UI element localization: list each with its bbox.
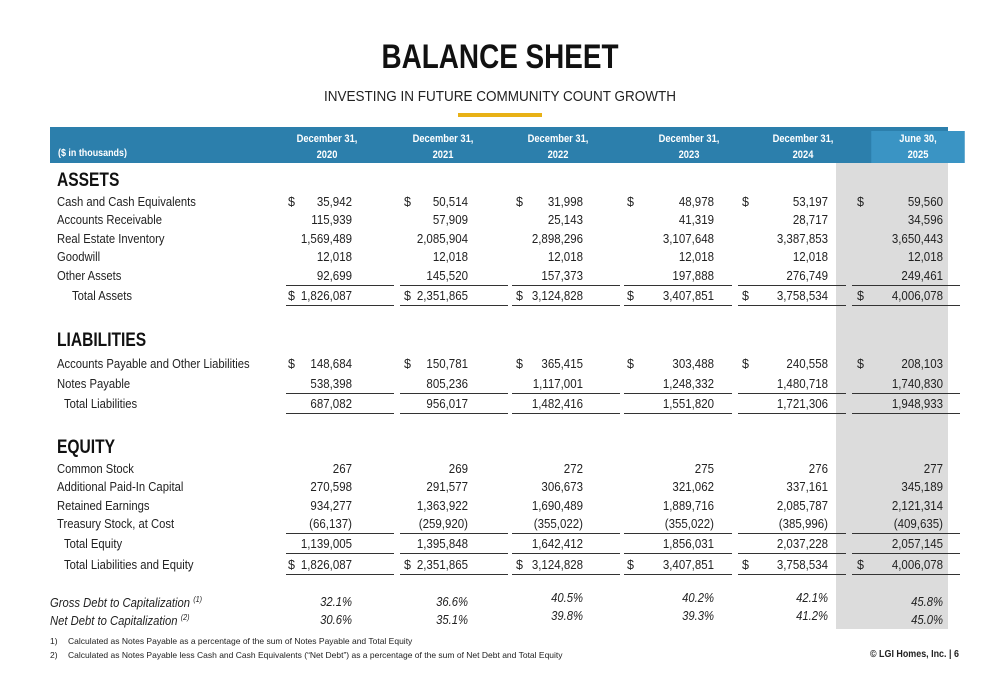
value-cell: 197,888: [672, 269, 714, 283]
column-header-line1: December 31,: [296, 133, 358, 145]
total-underline: [286, 393, 394, 394]
table-row: [57, 461, 948, 480]
value-cell: 3,407,851: [662, 289, 714, 303]
value-cell: 4,006,078: [891, 558, 943, 572]
value-cell: 12,018: [316, 250, 352, 264]
total-underline: [624, 574, 732, 575]
value-cell: 25,143: [547, 213, 583, 227]
table-header: [50, 127, 948, 163]
dollar-sign: $: [627, 289, 634, 303]
value-cell: 3,387,853: [776, 232, 828, 246]
value-cell: 269: [448, 462, 468, 476]
value-cell: 805,236: [426, 377, 468, 391]
column-header-2023: [642, 131, 736, 163]
dollar-sign: $: [516, 195, 523, 209]
dollar-sign: $: [288, 289, 295, 303]
total-underline: [738, 305, 846, 306]
value-cell: 276,749: [786, 269, 828, 283]
value-cell: 1,690,489: [531, 499, 583, 513]
column-header-line2: 2021: [432, 149, 454, 161]
value-cell: 2,351,865: [416, 558, 468, 572]
value-cell: 2,085,904: [416, 232, 468, 246]
total-underline: [400, 305, 508, 306]
units-label: ($ in thousands): [58, 147, 127, 159]
dollar-sign: $: [516, 357, 523, 371]
total-underline: [738, 285, 846, 286]
footnote-2: 2) Calculated as Notes Payable less Cash and Cash Equivalents (“Net Debt”) as a percentage of the sum of Net Debt and Total Equity: [50, 650, 563, 660]
row-label: Accounts Receivable: [57, 213, 163, 227]
value-cell: (259,920): [418, 517, 468, 531]
value-cell: 538,398: [310, 377, 352, 391]
value-cell: (409,635): [893, 517, 943, 531]
total-underline: [624, 553, 732, 554]
dollar-sign: $: [404, 558, 411, 572]
dollar-sign: $: [857, 289, 864, 303]
value-cell: 1,721,306: [776, 397, 828, 411]
row-label: Accounts Payable and Other Liabilities: [57, 357, 250, 371]
total-underline: [400, 574, 508, 575]
value-cell: 3,758,534: [776, 289, 828, 303]
table-row: [57, 479, 948, 498]
dollar-sign: $: [627, 558, 634, 572]
table-row: [57, 212, 948, 231]
value-cell: 28,717: [792, 213, 828, 227]
value-cell: 1,480,718: [776, 377, 828, 391]
ratio-value: 39.8%: [551, 609, 583, 623]
value-cell: 1,363,922: [416, 499, 468, 513]
value-cell: 1,826,087: [300, 289, 352, 303]
value-cell: 148,684: [310, 357, 352, 371]
total-underline: [852, 553, 960, 554]
total-underline: [738, 533, 846, 534]
table-row: [57, 498, 948, 517]
value-cell: 53,197: [792, 195, 828, 209]
liabilities-heading: LIABILITIES: [57, 330, 147, 351]
row-label: Treasury Stock, at Cost: [57, 517, 175, 531]
value-cell: 12,018: [792, 250, 828, 264]
value-cell: 2,351,865: [416, 289, 468, 303]
row-label: Cash and Cash Equivalents: [57, 195, 196, 209]
ratio-label-text: Gross Debt to Capitalization: [50, 596, 191, 611]
total-underline: [400, 413, 508, 414]
ratio-value: 39.3%: [682, 609, 714, 623]
value-cell: 157,373: [541, 269, 583, 283]
value-cell: 12,018: [432, 250, 468, 264]
row-label: Notes Payable: [57, 377, 131, 391]
ratio-value: 30.6%: [320, 613, 352, 627]
row-label: Other Assets: [57, 269, 122, 283]
value-cell: 2,037,228: [776, 537, 828, 551]
total-underline: [738, 553, 846, 554]
ratio-value: 41.2%: [796, 609, 828, 623]
column-header-line2: 2023: [678, 149, 700, 161]
dollar-sign: $: [742, 357, 749, 371]
value-cell: 267: [332, 462, 352, 476]
total-underline: [286, 574, 394, 575]
value-cell: 275: [694, 462, 714, 476]
row-label: Real Estate Inventory: [57, 232, 165, 246]
dollar-sign: $: [288, 357, 295, 371]
value-cell: 3,107,648: [662, 232, 714, 246]
ratio-value: 45.8%: [911, 595, 943, 609]
table-row: [57, 194, 948, 213]
dollar-sign: $: [288, 195, 295, 209]
value-cell: 115,939: [311, 213, 352, 227]
dollar-sign: $: [627, 195, 634, 209]
value-cell: 1,482,416: [531, 397, 583, 411]
ratio-value: 42.1%: [796, 591, 828, 605]
value-cell: 303,488: [672, 357, 714, 371]
value-cell: 57,909: [432, 213, 468, 227]
total-underline: [512, 393, 620, 394]
column-header-2022: [511, 131, 605, 163]
value-cell: 306,673: [541, 480, 583, 494]
column-header-line1: December 31,: [772, 133, 834, 145]
page-subtitle: INVESTING IN FUTURE COMMUNITY COUNT GROWTH: [323, 88, 676, 105]
dollar-sign: $: [404, 289, 411, 303]
value-cell: 934,277: [310, 499, 352, 513]
value-cell: 1,551,820: [662, 397, 714, 411]
column-header-line2: 2025: [907, 149, 929, 161]
value-cell: 150,781: [426, 357, 468, 371]
value-cell: 1,642,412: [531, 537, 583, 551]
value-cell: 1,569,489: [300, 232, 352, 246]
value-cell: 34,596: [907, 213, 943, 227]
value-cell: 41,319: [678, 213, 714, 227]
value-cell: 1,826,087: [300, 558, 352, 572]
total-underline: [624, 393, 732, 394]
value-cell: 3,758,534: [776, 558, 828, 572]
ratio-value: 45.0%: [911, 613, 943, 627]
total-underline: [624, 413, 732, 414]
table-row: [57, 231, 948, 250]
total-underline: [624, 285, 732, 286]
total-underline: [512, 533, 620, 534]
ratio-value: 36.6%: [436, 595, 468, 609]
ratio-value: 40.2%: [682, 591, 714, 605]
column-header-line1: December 31,: [412, 133, 474, 145]
equity-heading: EQUITY: [57, 437, 116, 458]
value-cell: 92,699: [316, 269, 352, 283]
ratio-label: [50, 595, 202, 610]
column-header-line1: June 30,: [899, 133, 937, 145]
value-cell: (355,022): [533, 517, 583, 531]
value-cell: 321,062: [672, 480, 714, 494]
total-underline: [512, 285, 620, 286]
total-underline: [400, 533, 508, 534]
row-label: Total Assets: [72, 289, 133, 303]
value-cell: 48,978: [678, 195, 714, 209]
dollar-sign: $: [742, 558, 749, 572]
total-underline: [400, 553, 508, 554]
value-cell: 59,560: [907, 195, 943, 209]
total-underline: [512, 305, 620, 306]
row-label: Additional Paid-In Capital: [57, 480, 184, 494]
value-cell: 272: [563, 462, 583, 476]
footnote-marker: (1): [193, 595, 203, 604]
total-underline: [512, 553, 620, 554]
total-underline: [852, 574, 960, 575]
page-title: BALANCE SHEET: [381, 38, 619, 76]
value-cell: (66,137): [309, 517, 352, 531]
value-cell: 2,898,296: [531, 232, 583, 246]
total-underline: [624, 305, 732, 306]
value-cell: 240,558: [786, 357, 828, 371]
dollar-sign: $: [288, 558, 295, 572]
assets-heading: ASSETS: [57, 170, 120, 191]
value-cell: 2,121,314: [891, 499, 943, 513]
value-cell: 12,018: [678, 250, 714, 264]
dollar-sign: $: [627, 357, 634, 371]
column-header-line2: 2024: [792, 149, 814, 161]
value-cell: 4,006,078: [891, 289, 943, 303]
value-cell: 12,018: [907, 250, 943, 264]
value-cell: 3,124,828: [531, 289, 583, 303]
row-label: Goodwill: [57, 250, 101, 264]
copyright-page-number: © LGI Homes, Inc. | 6: [870, 648, 959, 660]
value-cell: 2,057,145: [891, 537, 943, 551]
column-header-line2: 2020: [316, 149, 338, 161]
total-underline: [512, 574, 620, 575]
column-header-2024: [756, 131, 850, 163]
value-cell: 1,395,848: [416, 537, 468, 551]
total-underline: [400, 393, 508, 394]
total-underline: [738, 413, 846, 414]
total-underline: [738, 574, 846, 575]
dollar-sign: $: [404, 357, 411, 371]
value-cell: (385,996): [778, 517, 828, 531]
value-cell: 3,650,443: [891, 232, 943, 246]
total-underline: [738, 393, 846, 394]
value-cell: 35,942: [316, 195, 352, 209]
dollar-sign: $: [404, 195, 411, 209]
total-underline: [852, 393, 960, 394]
table-row: [57, 249, 948, 268]
dollar-sign: $: [857, 195, 864, 209]
table-row: [57, 356, 948, 375]
total-underline: [852, 305, 960, 306]
value-cell: 1,117,001: [532, 377, 583, 391]
value-cell: 1,139,005: [300, 537, 352, 551]
row-label: Retained Earnings: [57, 499, 150, 513]
row-label: Total Liabilities: [64, 397, 138, 411]
value-cell: 3,407,851: [662, 558, 714, 572]
total-underline: [852, 533, 960, 534]
value-cell: 50,514: [432, 195, 468, 209]
column-header-line2: 2022: [547, 149, 569, 161]
value-cell: 1,248,332: [662, 377, 714, 391]
total-underline: [400, 285, 508, 286]
value-cell: 12,018: [547, 250, 583, 264]
value-cell: 208,103: [901, 357, 943, 371]
column-header-line1: December 31,: [527, 133, 589, 145]
value-cell: 249,461: [901, 269, 943, 283]
dollar-sign: $: [742, 289, 749, 303]
value-cell: 31,998: [547, 195, 583, 209]
total-underline: [286, 285, 394, 286]
total-underline: [512, 413, 620, 414]
row-label: Common Stock: [57, 462, 134, 476]
total-underline: [852, 285, 960, 286]
value-cell: 365,415: [541, 357, 583, 371]
row-label: Total Liabilities and Equity: [64, 558, 194, 572]
total-underline: [286, 305, 394, 306]
value-cell: 291,577: [426, 480, 468, 494]
dollar-sign: $: [516, 289, 523, 303]
column-header-2025: [871, 131, 965, 163]
dollar-sign: $: [857, 558, 864, 572]
value-cell: 2,085,787: [776, 499, 828, 513]
value-cell: 956,017: [426, 397, 468, 411]
footnote-marker: (2): [180, 613, 190, 622]
dollar-sign: $: [857, 357, 864, 371]
value-cell: 337,161: [786, 480, 828, 494]
dollar-sign: $: [516, 558, 523, 572]
value-cell: 687,082: [310, 397, 352, 411]
value-cell: 145,520: [426, 269, 468, 283]
dollar-sign: $: [742, 195, 749, 209]
total-underline: [286, 533, 394, 534]
value-cell: 3,124,828: [531, 558, 583, 572]
footnote-1: 1) Calculated as Notes Payable as a percentage of the sum of Notes Payable and Total Equity: [50, 636, 413, 646]
value-cell: 1,948,933: [891, 397, 943, 411]
value-cell: 276: [808, 462, 828, 476]
column-header-line1: December 31,: [658, 133, 720, 145]
ratio-value: 40.5%: [551, 591, 583, 605]
column-header-2020: [280, 131, 374, 163]
value-cell: 1,856,031: [662, 537, 714, 551]
value-cell: (355,022): [664, 517, 714, 531]
column-header-2021: [396, 131, 490, 163]
total-underline: [852, 413, 960, 414]
value-cell: 277: [923, 462, 943, 476]
total-underline: [624, 533, 732, 534]
ratio-label-text: Net Debt to Capitalization: [50, 614, 178, 629]
value-cell: 270,598: [310, 480, 352, 494]
row-label: Total Equity: [64, 537, 123, 551]
value-cell: 1,889,716: [662, 499, 714, 513]
ratio-value: 32.1%: [320, 595, 352, 609]
ratio-value: 35.1%: [436, 613, 468, 627]
value-cell: 1,740,830: [891, 377, 943, 391]
value-cell: 345,189: [901, 480, 943, 494]
total-underline: [286, 553, 394, 554]
total-underline: [286, 413, 394, 414]
ratio-label: [50, 613, 190, 628]
accent-divider: [458, 113, 542, 117]
